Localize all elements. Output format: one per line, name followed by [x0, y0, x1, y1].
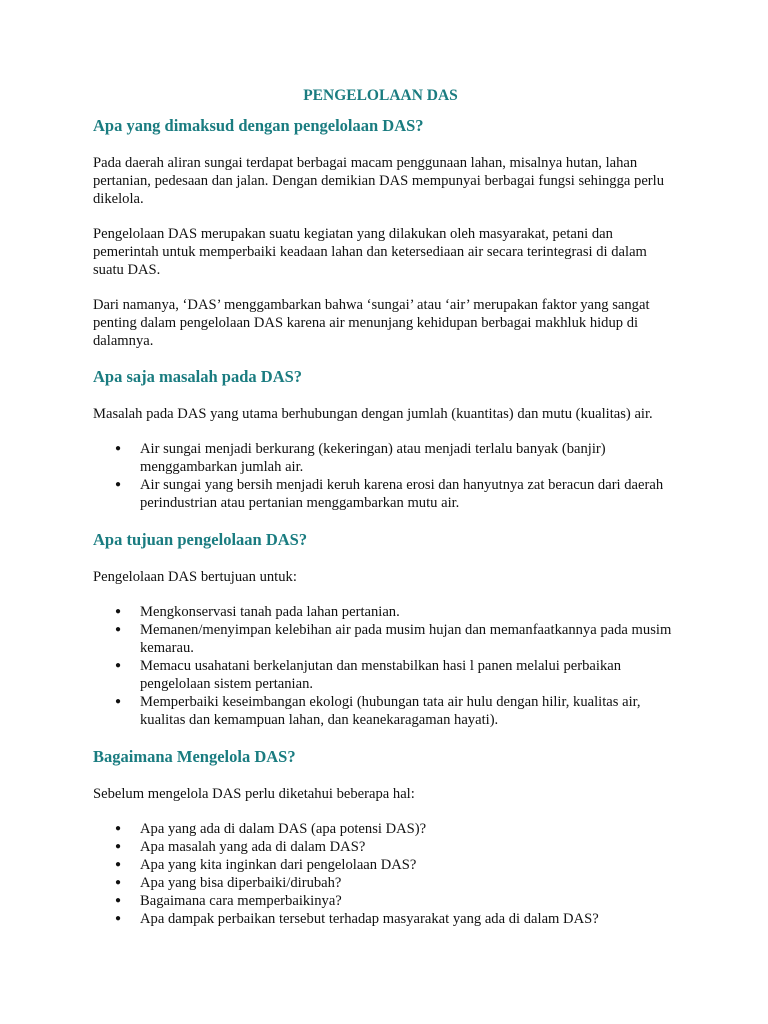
bullet-icon: ●	[115, 913, 122, 924]
list-item-text: Mengkonservasi tanah pada lahan pertanian.	[140, 604, 400, 620]
list-item	[115, 856, 678, 874]
list-item-text: Memperbaiki keseimbangan ekologi (hubungan tata air hulu dengan hilir, kualitas air, kualitas dan kemampuan lahan, dan keanekaragaman hayati).	[140, 694, 641, 728]
list-item	[115, 657, 678, 693]
list-item-text: Apa yang ada di dalam DAS (apa potensi DAS)?	[140, 821, 427, 837]
paragraph: Pengelolaan DAS merupakan suatu kegiatan yang dilakukan oleh masyarakat, petani dan pemerintah untuk memperbaiki keadaan lahan dan ketersediaan air secara terintegrasi di dalam suatu DAS.	[93, 226, 647, 278]
bullet-icon: ●	[115, 895, 122, 906]
section-heading-how-to-manage: Bagaimana Mengelola DAS?	[93, 747, 296, 766]
paragraph: Dari namanya, ‘DAS’ menggambarkan bahwa ‘sungai’ atau ‘air’ merupakan faktor yang sangat penting dalam pengelolaan DAS karena air menunjang kehidupan berbagai makhluk hidup di dalamnya.	[93, 297, 650, 349]
bullet-icon: ●	[115, 624, 122, 635]
list-item	[115, 892, 678, 910]
bullet-icon: ●	[115, 606, 122, 617]
list-item-text: Apa yang kita inginkan dari pengelolaan DAS?	[140, 857, 417, 873]
problems-list	[93, 440, 678, 512]
bullet-icon: ●	[115, 443, 122, 454]
list-item	[115, 476, 678, 512]
list-item-text: Air sungai menjadi berkurang (kekeringan) atau menjadi terlalu banyak (banjir) menggambarkan jumlah air.	[140, 441, 606, 475]
bullet-icon: ●	[115, 660, 122, 671]
list-item-text: Apa dampak perbaikan tersebut terhadap masyarakat yang ada di dalam DAS?	[140, 911, 599, 927]
page-title: PENGELOLAAN DAS	[303, 87, 458, 104]
list-item-text: Memacu usahatani berkelanjutan dan menstabilkan hasi l panen melalui perbaikan pengelolaan sistem pertanian.	[140, 658, 622, 692]
list-item	[115, 874, 678, 892]
list-item-text: Memanen/menyimpan kelebihan air pada musim hujan dan memanfaatkannya pada musim kemarau.	[140, 622, 672, 656]
section-heading-definition: Apa yang dimaksud dengan pengelolaan DAS?	[93, 116, 424, 135]
list-item	[115, 621, 678, 657]
bullet-icon: ●	[115, 877, 122, 888]
paragraph: Pada daerah aliran sungai terdapat berbagai macam penggunaan lahan, misalnya hutan, lahan pertanian, pedesaan dan jalan. Dengan demikian DAS mempunyai berbagai fungsi sehingga perlu dikelola.	[93, 155, 665, 207]
list-item-text: Apa yang bisa diperbaiki/dirubah?	[140, 875, 342, 891]
section-intro: Pengelolaan DAS bertujuan untuk:	[93, 569, 297, 585]
bullet-icon: ●	[115, 479, 122, 490]
list-item	[115, 910, 678, 928]
list-item-text: Apa masalah yang ada di dalam DAS?	[140, 839, 366, 855]
list-item	[115, 820, 678, 838]
questions-list	[93, 820, 678, 928]
section-heading-goals: Apa tujuan pengelolaan DAS?	[93, 530, 308, 549]
bullet-icon: ●	[115, 823, 122, 834]
list-item	[115, 603, 678, 621]
list-item	[115, 693, 678, 729]
list-item	[115, 440, 678, 476]
section-heading-problems: Apa saja masalah pada DAS?	[93, 367, 303, 386]
list-item	[115, 838, 678, 856]
bullet-icon: ●	[115, 859, 122, 870]
section-intro: Sebelum mengelola DAS perlu diketahui beberapa hal:	[93, 786, 415, 802]
bullet-icon: ●	[115, 841, 122, 852]
bullet-icon: ●	[115, 696, 122, 707]
goals-list	[93, 603, 678, 729]
list-item-text: Air sungai yang bersih menjadi keruh karena erosi dan hanyutnya zat beracun dari daerah perindustrian atau pertanian menggambarkan mutu air.	[140, 477, 664, 511]
section-intro: Masalah pada DAS yang utama berhubungan dengan jumlah (kuantitas) dan mutu (kualitas) air.	[93, 406, 653, 422]
list-item-text: Bagaimana cara memperbaikinya?	[140, 893, 342, 909]
